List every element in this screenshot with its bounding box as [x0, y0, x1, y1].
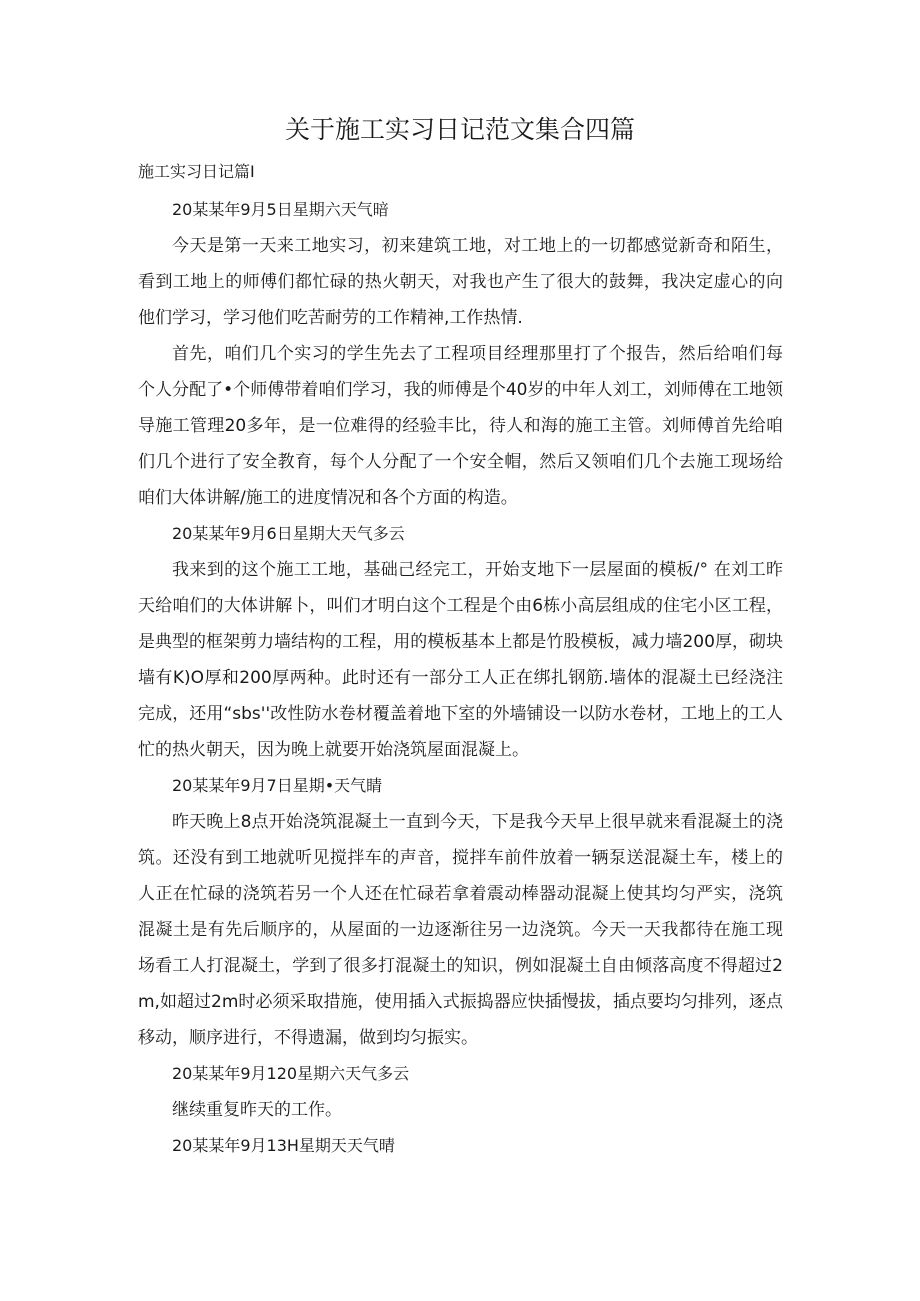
entry-date: 20某某年9月120星期六天气多云 — [172, 1064, 410, 1083]
entry-date: 20某某年9月13H星期天天气晴 — [172, 1136, 395, 1155]
entry-paragraph: 昨天晚上8点开始浇筑混凝土一直到今天，下是我今天早上很早就来看混凝土的浇筑。还没有到工地就听见搅拌车的声音，搅拌车前件放着一辆泵送混凝土车，楼上的人正在忙碌的浇筑若另一个人还在忙碌若拿着震动棒器动混凝上使其均匀严实，浇筑混凝土是有先后顺序的，从屋面的一边逐渐往另一边浇筑。今天一天我都待在施工现场看工人打混凝土，学到了很多打混凝土的知识，例如混凝土自由倾落高度不得超过2m,如超过2m时必须采取措施，使用插入式振捣器应快插慢拔，插点要均匀排列，逐点移动，顺序进行，不得遗漏，做到均匀振实。 — [138, 812, 783, 1048]
entry-paragraph: 我来到的这个施工工地，基础己经完工，开始支地下一层屋面的模板/° 在刘工昨天给咱们的大体讲解卜，叫们才明白这个工程是个由6栋小高层组成的住宅小区工程，是典型的框架剪力墙结构的工程，用的模板基本上都是竹股模板，减力墙200厚，砌块墙有K)O厚和200厚两种。此时还有一部分工人正在绑扎钢筋.墙体的混凝土已经浇注完成，还用“sbs''改性防水卷材覆盖着地下室的外墙铺设一以防水卷材，工地上的工人忙的热火朝天，因为晚上就要开始浇筑屋面混凝上。 — [138, 560, 783, 760]
entry-paragraph: 首先，咱们几个实习的学生先去了工程项目经理那里打了个报告，然后给咱们每个人分配了•个师傅带着咱们学习，我的师傅是个40岁的中年人刘工，刘师傅在工地领导施工管理20多年，是一位难得的经验丰比，待人和海的施工主管。刘师傅首先给咱们几个进行了安全教育，每个人分配了一个安全帽，然后又领咱们几个去施工现场给咱们大体讲解/施工的进度情况和各个方面的构造。 — [138, 344, 783, 508]
entry-date: 20某某年9月5日星期六天气暗 — [172, 200, 389, 219]
entry-paragraph: 继续重复昨天的工作。 — [172, 1100, 342, 1120]
entry-date: 20某某年9月6日星期大天气多云 — [172, 524, 405, 543]
entry-paragraph: 今天是第一天来工地实习，初来建筑工地，对工地上的一切都感觉新奇和陌生，看到工地上的师傅们都忙碌的热火朝天，对我也产生了很大的鼓舞，我决定虚心的向他们学习，学习他们吃苦耐劳的工作精神,工作热情. — [138, 236, 783, 328]
document-body — [138, 192, 783, 1164]
document-title: 关于施工实习日记范文集合四篇 — [284, 115, 635, 144]
section-heading: 施工实习日记篇I — [138, 162, 255, 181]
entry-date: 20某某年9月7日星期•天气睛 — [172, 776, 383, 795]
